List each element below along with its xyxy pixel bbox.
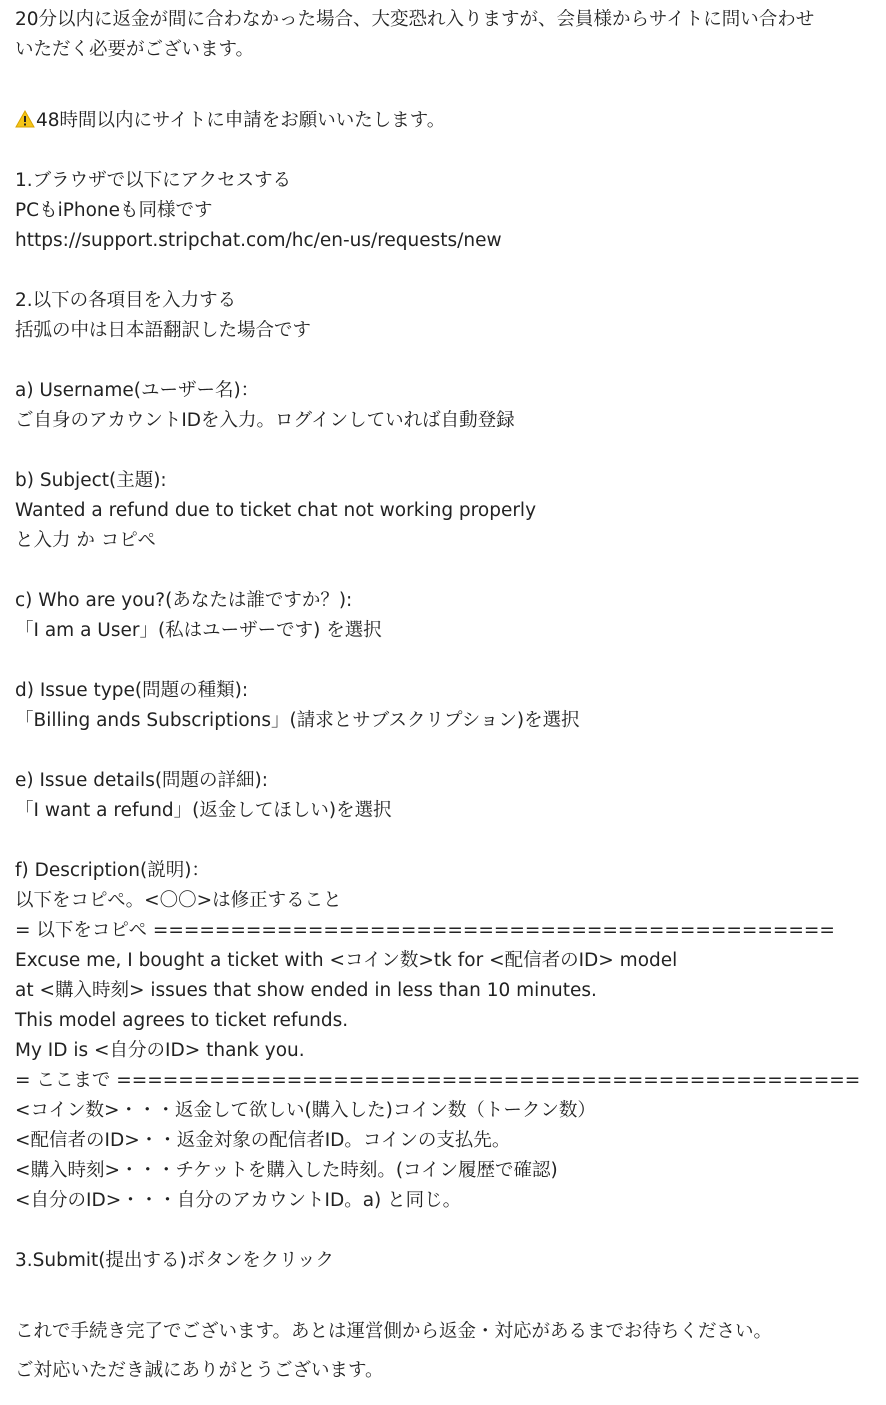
support-url: https://support.stripchat.com/hc/en-us/requests/new (15, 230, 502, 251)
subject-value: Wanted a refund due to ticket chat not working properly (15, 500, 537, 521)
legend-line: <自分のID>・・・自分のアカウントID。a) と同じ。 (15, 1190, 462, 1211)
description-label: f) Description(説明)： (15, 860, 210, 881)
copy-start-marker: = 以下をコピペ ============================================ (15, 920, 835, 941)
issue-type-label: d) Issue type(問題の種類): (15, 680, 249, 701)
who-value: 「I am a User」(私はユーザーです) を選択 (15, 620, 382, 641)
legend-line: <配信者のID>・・返金対象の配信者ID。コインの支払先。 (15, 1130, 511, 1151)
closing-line-1: これで手続き完了でございます。あとは運営側から返金・対応があるまでお待ちください。 (15, 1321, 773, 1342)
username-value: ご自身のアカウントIDを入力。ログインしていれば自動登録 (15, 410, 515, 431)
issue-details-value: 「I want a refund」(返金してほしい)を選択 (15, 800, 392, 821)
issue-type-value: 「Billing ands Subscriptions」(請求とサブスクリプション)を選択 (15, 710, 580, 731)
step2-title: 2.以下の各項目を入力する (15, 290, 237, 311)
step3-title: 3.Submit(提出する)ボタンをクリック (15, 1250, 334, 1271)
description-body-line: This model agrees to ticket refunds. (15, 1010, 349, 1031)
legend-line: <コイン数>・・・返金して欲しい(購入した)コイン数（トークン数） (15, 1100, 596, 1121)
description-note: 以下をコピペ。<〇〇>は修正すること (15, 890, 342, 911)
intro-line-2: いただく必要がございます。 (15, 39, 255, 60)
description-body-line: Excuse me, I bought a ticket with <コイン数>tk for <配信者のID> model (15, 950, 678, 971)
intro-line-1: 20分以内に返金が間に合わなかった場合、大変恐れ入りますが、会員様からサイトに問い合わせ (15, 9, 815, 30)
warning-text: 48時間以内にサイトに申請をお願いいたします。 (36, 110, 446, 131)
step2-note: 括弧の中は日本語翻訳した場合です (15, 320, 312, 341)
step1-title: 1.ブラウザで以下にアクセスする (15, 170, 292, 191)
subject-note: と入力 か コピペ (15, 530, 156, 551)
issue-details-label: e) Issue details(問題の詳細): (15, 770, 269, 791)
closing-line-2: ご対応いただき誠にありがとうございます。 (15, 1360, 384, 1381)
who-label: c) Who are you?(あなたは誰ですか？): (15, 590, 353, 611)
step1-note: PCもiPhoneも同様です (15, 200, 213, 221)
description-body-line: My ID is <自分のID> thank you. (15, 1040, 305, 1061)
username-label: a) Username(ユーザー名)： (15, 380, 260, 401)
legend-line: <購入時刻>・・・チケットを購入した時刻。(コイン履歴で確認) (15, 1160, 558, 1181)
copy-end-marker: = ここまで ================================================ (15, 1070, 861, 1091)
warning-icon (15, 110, 35, 128)
description-body-line: at <購入時刻> issues that show ended in less than 10 minutes. (15, 980, 597, 1001)
subject-label: b) Subject(主題): (15, 470, 167, 491)
warning-line (15, 106, 445, 136)
